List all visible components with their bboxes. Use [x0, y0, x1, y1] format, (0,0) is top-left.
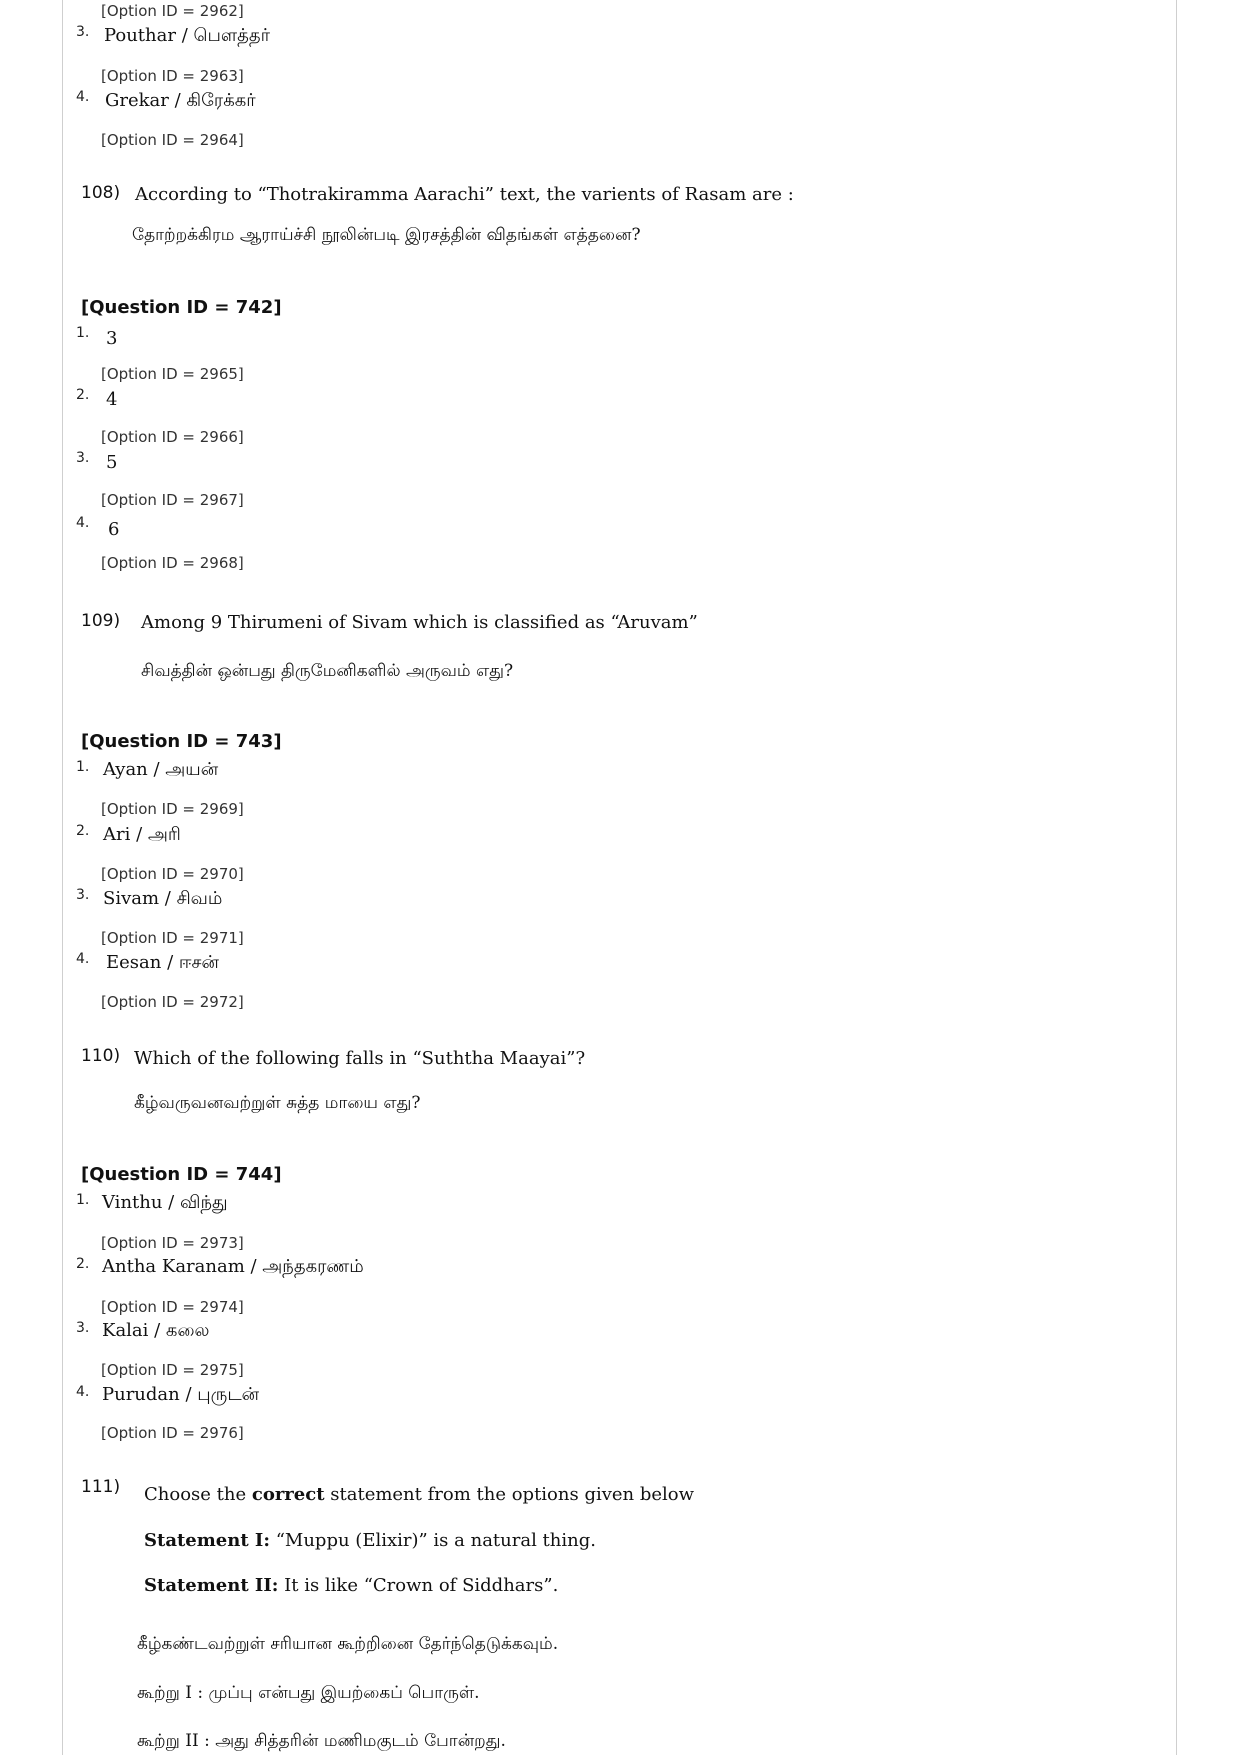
question-text-en: Which of the following falls in “Suththa Maayai”? — [134, 1048, 586, 1069]
option-text: Kalai / கலை — [102, 1320, 210, 1341]
question-number: 108) — [81, 183, 121, 203]
question-text-ta: கீழ்வருவனவற்றுள் சுத்த மாயை எது? — [134, 1093, 421, 1113]
option-text: 6 — [108, 519, 120, 540]
option-id: [Option ID = 2974] — [101, 1298, 244, 1316]
option-id: [Option ID = 2964] — [101, 131, 244, 149]
option-text: Ayan / அயன் — [103, 759, 219, 780]
question-text-en: According to “Thotrakiramma Aarachi” text, the varients of Rasam are : — [135, 184, 794, 205]
option-id: [Option ID = 2966] — [101, 428, 244, 446]
option-text: Pouthar / பௌத்தர் — [104, 25, 270, 46]
page-border-left — [62, 0, 63, 1755]
question-number: 110) — [81, 1046, 121, 1066]
question-text-part: Choose the — [144, 1484, 252, 1505]
question-id: [Question ID = 744] — [81, 1164, 282, 1185]
option-text: 5 — [106, 452, 118, 473]
option-id: [Option ID = 2968] — [101, 554, 244, 572]
option-id: [Option ID = 2962] — [101, 2, 244, 20]
option-id: [Option ID = 2963] — [101, 67, 244, 85]
option-text: 3 — [106, 328, 118, 349]
option-id: [Option ID = 2971] — [101, 929, 244, 947]
option-number: 1. — [76, 325, 90, 341]
option-number: 1. — [76, 759, 90, 775]
option-id: [Option ID = 2975] — [101, 1361, 244, 1379]
option-id: [Option ID = 2970] — [101, 865, 244, 883]
option-text: Purudan / புருடன் — [102, 1384, 260, 1405]
option-text: Grekar / கிரேக்கர் — [105, 90, 256, 111]
question-text-ta: சிவத்தின் ஒன்பது திருமேனிகளில் அருவம் எது? — [141, 661, 514, 681]
option-text: Sivam / சிவம் — [103, 888, 223, 909]
statement-2-text: It is like “Crown of Siddhars”. — [278, 1575, 559, 1596]
question-id: [Question ID = 742] — [81, 297, 282, 318]
option-number: 1. — [76, 1192, 90, 1208]
option-text: Vinthu / விந்து — [102, 1192, 228, 1213]
option-id: [Option ID = 2972] — [101, 993, 244, 1011]
statement-1-label: Statement I: — [144, 1530, 270, 1551]
option-number: 2. — [76, 823, 90, 839]
question-text-emphasis: correct — [251, 1484, 325, 1505]
option-text: Eesan / ஈசன் — [106, 952, 219, 973]
option-id: [Option ID = 2965] — [101, 365, 244, 383]
option-id: [Option ID = 2976] — [101, 1424, 244, 1442]
question-id: [Question ID = 743] — [81, 731, 282, 752]
option-number: 3. — [76, 450, 90, 466]
option-number: 3. — [76, 1320, 90, 1336]
statement-1 — [144, 1530, 596, 1551]
option-number: 4. — [76, 1384, 90, 1400]
question-text-en: Among 9 Thirumeni of Sivam which is classified as “Aruvam” — [141, 612, 698, 633]
option-number: 3. — [76, 887, 90, 903]
option-id: [Option ID = 2969] — [101, 800, 244, 818]
question-number: 111) — [81, 1477, 121, 1497]
option-number: 3. — [76, 24, 90, 40]
statement-2 — [144, 1575, 558, 1596]
option-text: Antha Karanam / அந்தகரணம் — [102, 1256, 364, 1277]
question-text-en — [144, 1484, 694, 1505]
question-number: 109) — [81, 611, 121, 631]
question-text-ta: கீழ்கண்டவற்றுள் சரியான கூற்றினை தேர்ந்தெடுக்கவும். — [137, 1634, 559, 1654]
option-number: 4. — [76, 515, 90, 531]
option-number: 4. — [76, 951, 90, 967]
option-number: 2. — [76, 387, 90, 403]
option-number: 4. — [76, 89, 90, 105]
question-text-ta: தோற்றக்கிரம ஆராய்ச்சி நூலின்படி இரசத்தின் விதங்கள் எத்தனை? — [132, 225, 641, 245]
statement-1-text: “Muppu (Elixir)” is a natural thing. — [269, 1530, 596, 1551]
page-border-right — [1176, 0, 1177, 1755]
option-number: 2. — [76, 1256, 90, 1272]
option-id: [Option ID = 2967] — [101, 491, 244, 509]
option-text: Ari / அரி — [103, 824, 181, 845]
option-id: [Option ID = 2973] — [101, 1234, 244, 1252]
statement-2-ta: கூற்று II : அது சித்தரின் மணிமகுடம் போன்றது. — [137, 1731, 506, 1751]
statement-2-label: Statement II: — [144, 1575, 279, 1596]
question-text-part: statement from the options given below — [324, 1484, 695, 1505]
option-text: 4 — [106, 389, 118, 410]
statement-1-ta: கூற்று I : முப்பு என்பது இயற்கைப் பொருள். — [137, 1683, 480, 1703]
